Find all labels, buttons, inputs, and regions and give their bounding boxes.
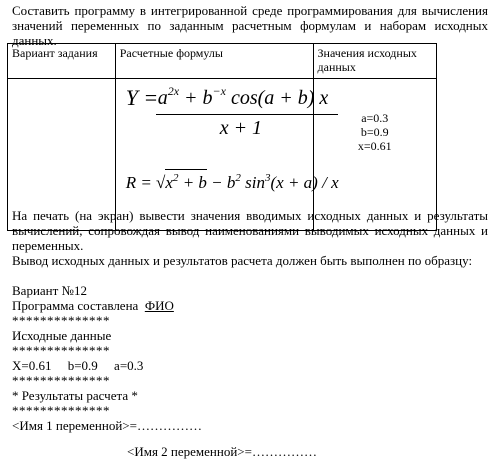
r-sin: sin — [240, 173, 265, 192]
sample-author — [12, 298, 432, 313]
header-values: Значения исходных данных — [313, 44, 436, 79]
sample-intro: Вывод исходных данных и результатов расчета должен быть выполнен по образцу: — [12, 253, 473, 268]
r-lhs: R = — [125, 173, 157, 192]
formula-y-lhs: Y = — [125, 85, 159, 110]
num-plus-b: + b — [179, 87, 213, 109]
r-minus-b: − b — [206, 173, 236, 192]
num-a: a — [157, 87, 168, 109]
value-x: x=0.61 — [357, 139, 392, 153]
author-prefix: Программа составлена — [12, 298, 145, 313]
sample-input-line: X=0.61 b=0.9 a=0.3 — [12, 358, 144, 373]
sample-variant: Вариант №12 — [12, 283, 87, 298]
sample-results-header: * Результаты расчета * — [12, 388, 138, 403]
header-formulas: Расчетные формулы — [115, 44, 313, 79]
r-exp-3: 3 — [265, 172, 271, 184]
stars-line-2: ************** — [12, 343, 110, 358]
intro-paragraph: Составить программу в интегрированной среде программирования для вычисления значений переменных по заданным расчетным формулам и наборам исходных данных. — [12, 3, 488, 48]
fraction-line — [156, 114, 338, 115]
formula-y-numerator — [157, 84, 329, 109]
num-rest: cos(a + b) x — [225, 87, 329, 109]
formula-r — [126, 169, 339, 190]
r-exp-2b: 2 — [235, 172, 241, 184]
table-header-row — [8, 44, 437, 79]
sample-var1: <Имя 1 переменной>=…………… — [12, 418, 202, 433]
stars-line-3: ************** — [12, 373, 110, 388]
r-tail: (x + a) / x — [270, 173, 339, 192]
stars-line-1: ************** — [12, 313, 110, 328]
value-b: b=0.9 — [360, 125, 389, 139]
value-a: a=0.3 — [361, 111, 389, 125]
stars-line-4: ************** — [12, 403, 110, 418]
author-fio: ФИО — [144, 298, 174, 313]
sqrt-icon: √ — [156, 173, 166, 192]
exp-2x: 2x — [167, 84, 180, 98]
r-under-rest: + b — [178, 173, 207, 192]
sample-input-header: Исходные данные — [12, 328, 112, 343]
r-exp-2a: 2 — [172, 172, 179, 184]
r-x: x — [165, 173, 173, 192]
formula-y-denominator: x + 1 — [219, 117, 263, 139]
exp-neg-x: −x — [212, 84, 226, 98]
output-instructions — [12, 208, 488, 268]
spacer — [12, 433, 432, 444]
header-variant: Вариант задания — [8, 44, 116, 79]
sample-var2: <Имя 2 переменной>=…………… — [127, 444, 317, 459]
sqrt-radicand — [165, 169, 207, 190]
task-table — [7, 43, 437, 231]
sample-output — [12, 283, 432, 459]
after-paragraph: На печать (на экран) вывести значения вводимых исходных данных и результаты вычислений, сопровождая вывод наименованиями выводимых исходных данных и переменных. — [12, 208, 488, 253]
formula-block — [120, 81, 339, 198]
